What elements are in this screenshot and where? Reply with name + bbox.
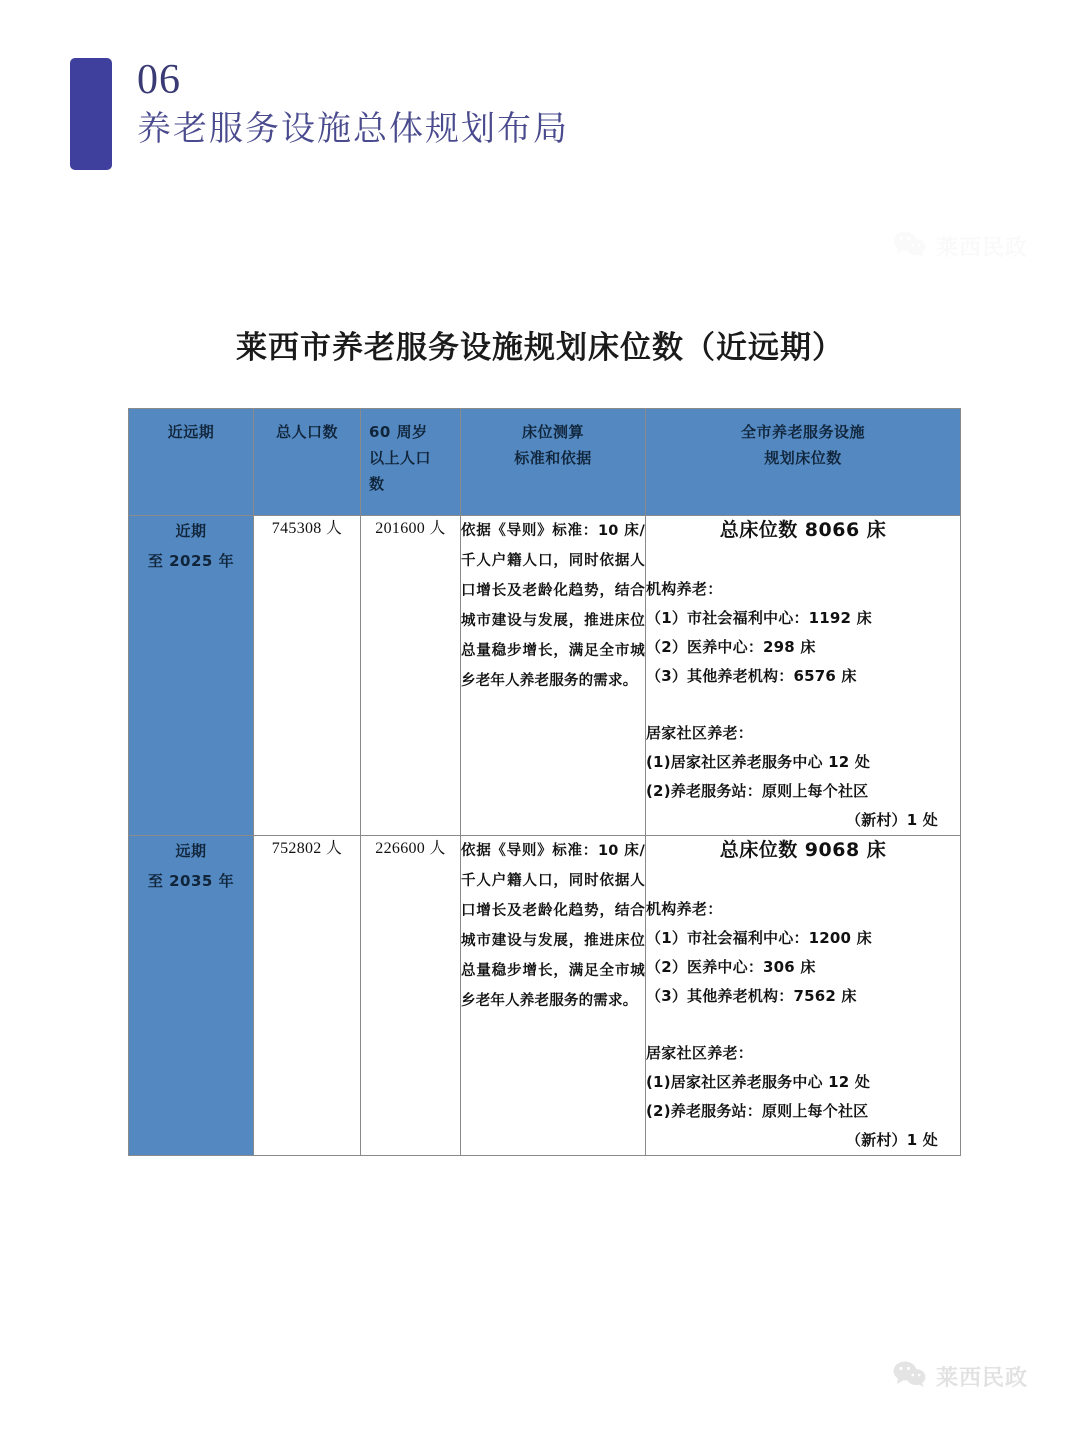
row-basis-text: 依据《导则》标准：10 床/千人户籍人口，同时依据人口增长及老龄化趋势，结合城市建设与发展，推进床位总量稳步增长，满足全市城乡老年人养老服务的需求。	[461, 836, 646, 1156]
beds-total-label: 总床位数 9068 床	[719, 839, 887, 861]
community-item-continuation: （新村）1 处	[845, 811, 938, 829]
column-header-planned-beds	[646, 409, 961, 516]
institutional-item: （1）市社会福利中心：1192 床	[646, 609, 872, 627]
row-period-line2: 至 2035 年	[147, 872, 235, 890]
bed-planning-table	[128, 408, 961, 1156]
row-elderly-population: 201600 人	[361, 516, 461, 836]
table-title: 莱西市养老服务设施规划床位数（近远期）	[236, 330, 844, 366]
column-header-elderly-population	[361, 409, 461, 516]
watermark-label	[936, 231, 1028, 262]
section-title: 养老服务设施总体规划布局	[137, 109, 569, 149]
beds-total-label: 总床位数 8066 床	[719, 519, 887, 541]
institutional-item: （3）其他养老机构：7562 床	[646, 987, 857, 1005]
column-header-basis-line1: 床位测算	[521, 423, 584, 441]
row-total-population: 752802 人	[254, 836, 361, 1156]
section-number: 06	[137, 57, 181, 103]
column-header-basis	[461, 409, 646, 516]
row-period-line1: 近期	[175, 522, 207, 540]
column-header-elderly-line2: 以上人口	[369, 449, 432, 467]
community-item: (1)居家社区养老服务中心 12 处	[646, 1073, 871, 1091]
community-care-label: 居家社区养老：	[646, 724, 754, 742]
community-item: (1)居家社区养老服务中心 12 处	[646, 753, 871, 771]
beds-section-gap	[646, 1011, 960, 1039]
column-header-total-population-label: 总人口数	[275, 423, 338, 441]
community-item-continuation: （新村）1 处	[845, 1131, 938, 1149]
wechat-icon	[893, 231, 927, 262]
column-header-elderly-line3: 数	[369, 475, 385, 493]
table-row	[129, 516, 961, 836]
institutional-item: （1）市社会福利中心：1200 床	[646, 929, 872, 947]
column-header-period	[129, 409, 254, 516]
column-header-period-label: 近远期	[167, 423, 215, 441]
watermark-bottom	[893, 1361, 1028, 1392]
column-header-planned-beds-line1: 全市养老服务设施	[740, 423, 865, 441]
table-row	[129, 836, 961, 1156]
community-care-label: 居家社区养老：	[646, 1044, 754, 1062]
column-header-basis-line2: 标准和依据	[514, 449, 592, 467]
wechat-icon	[893, 1361, 927, 1392]
institutional-item: （2）医养中心：306 床	[646, 958, 816, 976]
row-period-cell	[129, 836, 254, 1156]
community-item: (2)养老服务站：原则上每个社区	[646, 1102, 869, 1120]
section-header-texts	[137, 54, 569, 152]
column-header-planned-beds-line2: 规划床位数	[764, 449, 842, 467]
community-item: (2)养老服务站：原则上每个社区	[646, 782, 869, 800]
table-header-row	[129, 409, 961, 516]
row-planned-beds	[646, 836, 961, 1156]
column-header-total-population	[254, 409, 361, 516]
row-planned-beds	[646, 516, 961, 836]
section-accent-bar	[70, 58, 112, 170]
watermark-label: 莱西民政	[936, 1366, 1029, 1391]
row-total-population: 745308 人	[254, 516, 361, 836]
institutional-item: （2）医养中心：298 床	[646, 638, 816, 656]
section-header	[70, 58, 970, 170]
column-header-elderly-line1: 60 周岁	[369, 423, 428, 441]
watermark-top	[893, 231, 1028, 262]
row-elderly-population: 226600 人	[361, 836, 461, 1156]
row-basis-text: 依据《导则》标准：10 床/千人户籍人口，同时依据人口增长及老龄化趋势，结合城市建设与发展，推进床位总量稳步增长，满足全市城乡老年人养老服务的需求。	[461, 516, 646, 836]
beds-section-gap	[646, 691, 960, 719]
institutional-care-label: 机构养老：	[646, 580, 723, 598]
row-period-line1: 远期	[175, 842, 207, 860]
row-period-cell	[129, 516, 254, 836]
row-period-line2: 至 2025 年	[147, 552, 235, 570]
institutional-care-label: 机构养老：	[646, 900, 723, 918]
institutional-item: （3）其他养老机构：6576 床	[646, 667, 857, 685]
